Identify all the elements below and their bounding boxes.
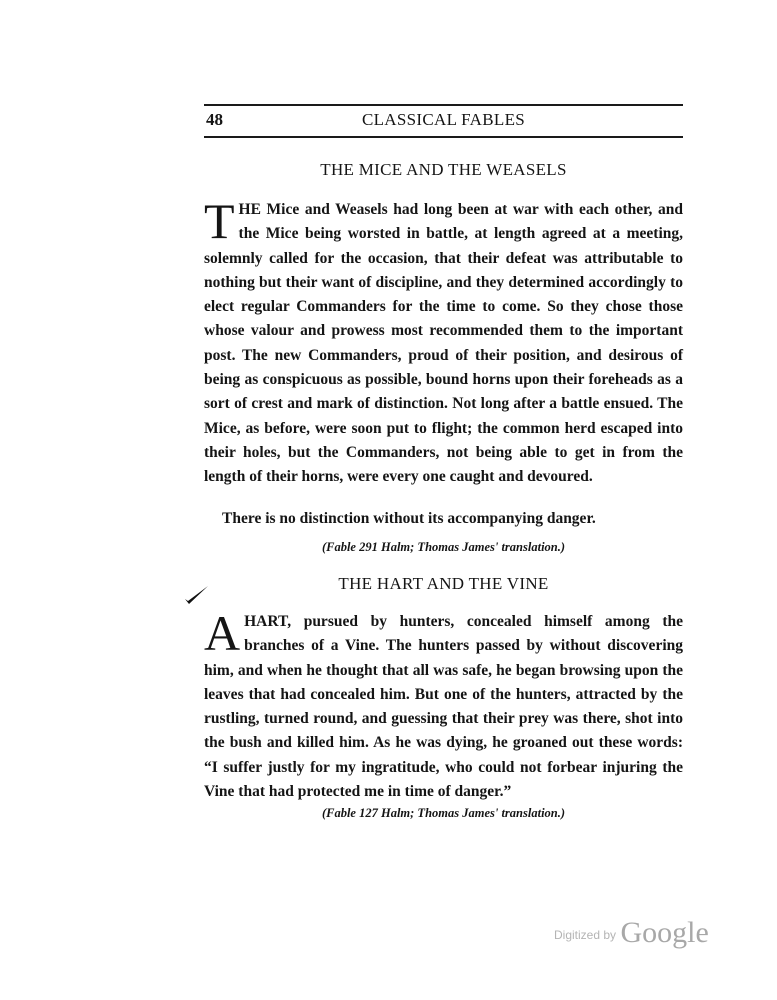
fable-text: HE Mice and Weasels had long been at war with each other, and the Mice being worsted in battle, at length agreed at a meeting, solemnly called for the occasion, that their defeat was attributable to nothing but their want of discipline, and they determined accordingly to elect regular Commanders for the time to come. So they chose those whose valour and prowess most recommended them to the important post. The new Commanders, proud of their position, and desirous of being as conspicuous as possible, bound horns upon their foreheads as a sort of crest and mark of distinction. Not long after a battle ensued. The Mice, as before, were soon put to flight; the common herd escaped into their holes, but the Commanders, not being able to get in from the length of their horns, were every one caught and devoured. [204,201,683,486]
drop-cap: A [204,605,241,661]
fable-citation: (Fable 291 Halm; Thomas James' translation.) [321,540,566,554]
watermark-prefix: Digitized by [554,928,617,942]
running-head: CLASSICAL FABLES [361,110,526,129]
fable-body-hart-vine [204,605,683,804]
page-header [204,104,683,138]
watermark-logo: Google [620,916,709,949]
fable-body-mice-weasels [204,193,683,490]
fable-moral: There is no distinction without its accompanying danger. [222,510,596,527]
fable-citation: (Fable 127 Halm; Thomas James' translation.) [321,806,566,820]
fable-title-mice-weasels: THE MICE AND THE WEASELS [320,160,567,179]
fable-title-hart-vine: THE HART AND THE VINE [338,574,549,593]
fable-text: HART, pursued by hunters, concealed himself among the branches of a Vine. The hunters passed by without discovering him, and when he thought that all was safe, he began browsing upon the leaves that had concealed him. But one of the hunters, attracted by the rustling, turned round, and guessing that their prey was there, shot into the bush and killed him. As he was dying, he groaned out these words: “I suffer justly for my ingratitude, who could not forbear injuring the Vine that had protected me in time of danger.” [204,613,683,801]
digitized-watermark [554,916,709,950]
drop-cap: T [204,193,235,249]
page-number: 48 [206,110,223,129]
